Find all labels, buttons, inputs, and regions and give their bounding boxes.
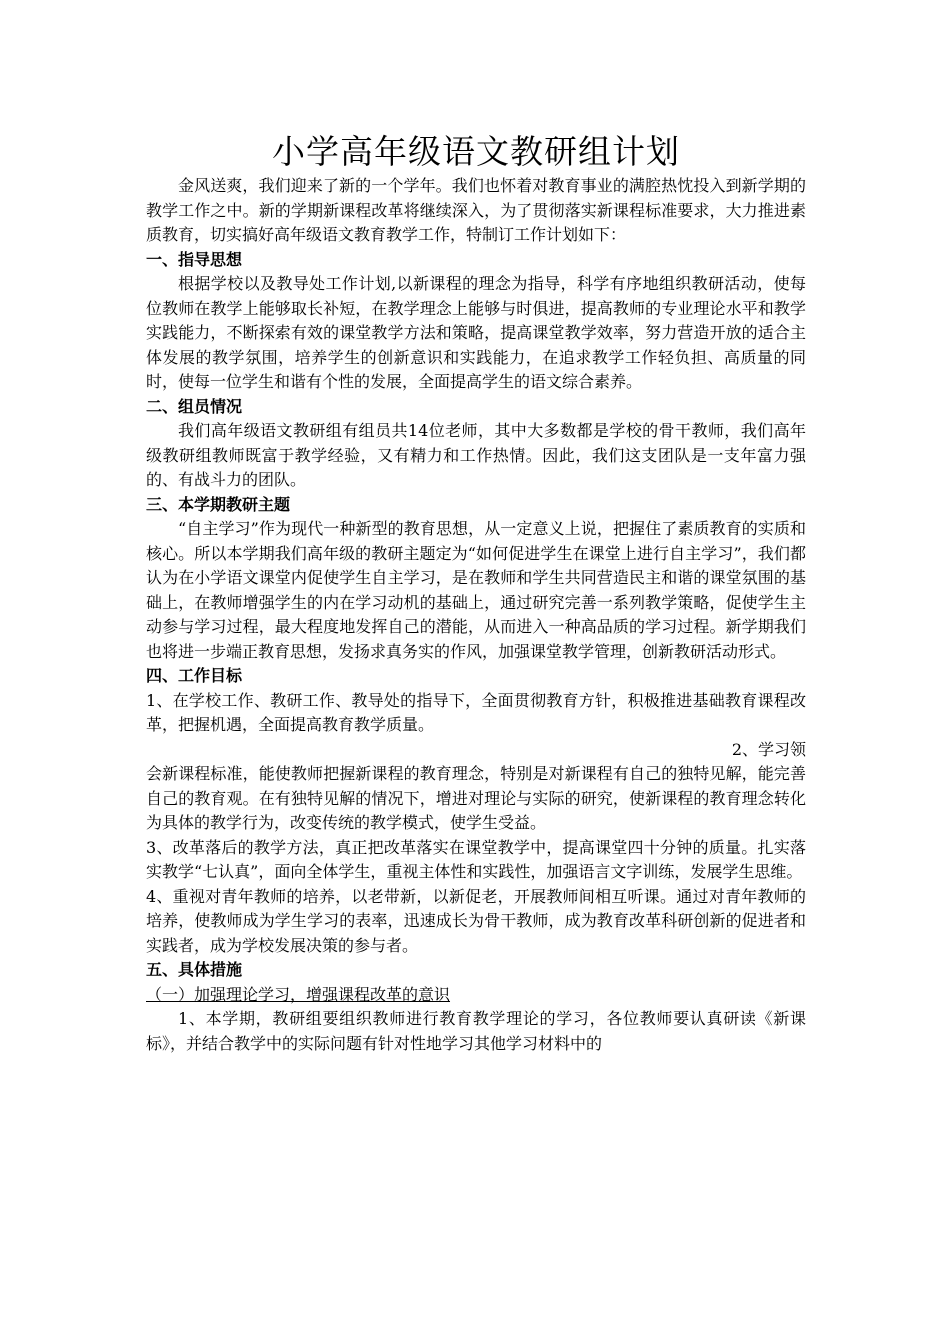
- intro-paragraph: 金风送爽，我们迎来了新的一个学年。我们也怀着对教育事业的满腔热忱投入到新学期的教学工作之中。新的学期新课程改革将继续深入，为了贯彻落实新课程标准要求，大力推进素质教育，切实搞好高年级语文教育教学工作，特制订工作计划如下：: [146, 176, 806, 244]
- guiding-ideology-paragraph: 根据学校以及教导处工作计划,以新课程的理念为指导，科学有序地组织教研活动，使每位教师在教学上能够取长补短，在教学理念上能够与时俱进，提高教师的专业理论水平和教学实践能力，不断探索有效的课堂教学方法和策略，提高课堂教学效率，努力营造开放的适合主体发展的教学氛围，培养学生的创新意识和实践能力，在追求教学工作轻负担、高质量的同时，使每一位学生和谐有个性的发展，全面提高学生的语文综合素养。: [146, 274, 806, 391]
- document-body: [146, 130, 806, 1056]
- work-goal-item-3: 3、改革落后的教学方法，真正把改革落实在课堂教学中，提高课堂四十分钟的质量。扎实落实教学“七认真”，面向全体学生，重视主体性和实践性，加强语言文字训练，发展学生思维。: [146, 837, 806, 881]
- members-paragraph: 我们高年级语文教研组有组员共14位老师，其中大多数都是学校的骨干教师，我们高年级教研组教师既富于教学经验，又有精力和工作热情。因此，我们这支团队是一支年富力强的、有战斗力的团队。: [146, 421, 806, 489]
- work-goal-item-1: 1、在学校工作、教研工作、教导处的指导下，全面贯彻教育方针，积极推进基础教育课程改革，把握机遇，全面提高教育教学质量。: [146, 690, 806, 734]
- section-heading-guiding-ideology: 一、指导思想: [146, 249, 243, 269]
- measures-subheading: （一）加强理论学习，增强课程改革的意识: [146, 984, 451, 1004]
- section-heading-measures: 五、具体措施: [146, 960, 243, 979]
- section-heading-work-goals: 四、工作目标: [146, 666, 243, 685]
- measures-item-1: 1、本学期，教研组要组织教师进行教育教学理论的学习，各位教师要认真研读《新课标》，并结合教学中的实际问题有针对性地学习其他学习材料中的: [146, 1009, 806, 1053]
- measures-subheading-wrapper: [146, 983, 806, 1008]
- section-heading-research-theme: 三、本学期教研主题: [146, 494, 291, 514]
- work-goal-item-2-start: 2、学习领: [731, 739, 806, 759]
- work-goal-item-2-rest: 会新课程标准，能使教师把握新课程的教育理念，特别是对新课程有自己的独特见解，能完善自己的教育观。在有独特见解的情况下，增进对理论与实际的研究，使新课程的教育理念转化为具体的教学行为，改变传统的教学模式，使学生受益。: [146, 764, 806, 832]
- research-theme-paragraph: “自主学习”作为现代一种新型的教育思想，从一定意义上说，把握住了素质教育的实质和核心。所以本学期我们高年级的教研主题定为“如何促进学生在课堂上进行自主学习”，我们都认为在小学语文课堂内促使学生自主学习，是在教师和学生共同营造民主和谐的课堂氛围的基础上，在教师增强学生的内在学习动机的基础上，通过研究完善一系列教学策略，促使学生主动参与学习过程，最大程度地发挥自己的潜能，从而进入一种高品质的学习过程。新学期我们也将进一步端正教育思想，发扬求真务实的作风，加强课堂教学管理，创新教研活动形式。: [146, 519, 806, 661]
- document-title: 小学高年级语文教研组计划: [272, 132, 680, 171]
- section-heading-members: 二、组员情况: [146, 396, 243, 416]
- work-goal-item-4: 4、重视对青年教师的培养，以老带新，以新促老，开展教师间相互听课。通过对青年教师的培养，使教师成为学生学习的表率，迅速成长为骨干教师，成为教育改革科研创新的促进者和实践者，成为学校发展决策的参与者。: [146, 886, 806, 955]
